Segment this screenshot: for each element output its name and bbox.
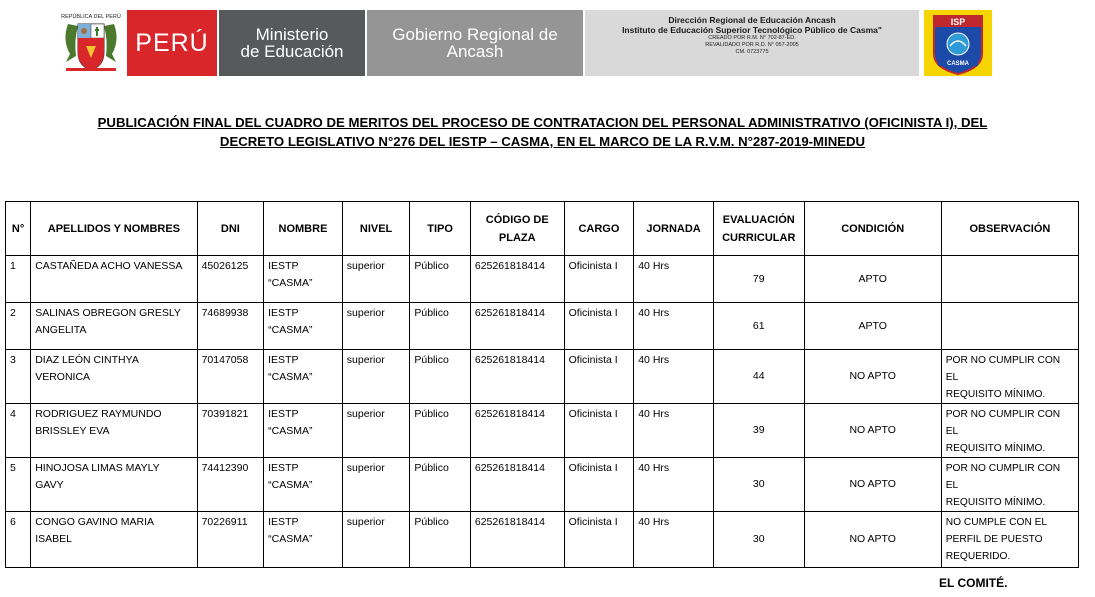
cell-jornada: 40 Hrs xyxy=(634,458,714,512)
cell-observacion xyxy=(941,512,1078,568)
cell-jornada: 40 Hrs xyxy=(634,512,714,568)
cell-evaluacion: 30 xyxy=(713,458,804,512)
cell-evaluacion: 79 xyxy=(713,256,804,303)
cell-tipo: Público xyxy=(410,350,471,404)
nombre-line2: “CASMA” xyxy=(268,533,313,545)
cell-cargo: Oficinista I xyxy=(564,404,634,458)
gobierno-line2: Ancash xyxy=(446,42,504,61)
cell-n: 6 xyxy=(6,512,31,568)
nombre-line1: IESTP xyxy=(268,260,299,272)
shield-caption: REPÚBLICA DEL PERÚ xyxy=(61,14,121,20)
cell-condicion: NO APTO xyxy=(804,350,941,404)
cell-jornada: 40 Hrs xyxy=(634,256,714,303)
cell-jornada: 40 Hrs xyxy=(634,404,714,458)
ministerio-line1: Ministerio xyxy=(255,25,329,44)
table-body xyxy=(6,256,1079,568)
obs-line1: NO CUMPLE CON EL xyxy=(945,517,1048,528)
cell-n: 2 xyxy=(6,303,31,350)
cell-codigo: 625261818414 xyxy=(470,350,564,404)
cell-codigo: 625261818414 xyxy=(470,404,564,458)
cell-cargo: Oficinista I xyxy=(564,458,634,512)
nombre-line2: “CASMA” xyxy=(268,425,313,437)
col-codigo-line2: PLAZA xyxy=(498,231,536,244)
obs-line2: PERFIL DE PUESTO xyxy=(945,534,1043,545)
cell-observacion xyxy=(941,350,1078,404)
col-n: N° xyxy=(6,202,31,256)
title-line2: DECRETO LEGISLATIVO N°276 DEL IESTP – CASMA, EN EL MARCO DE LA R.V.M. N°287-2019-MINEDU xyxy=(219,134,866,149)
table-row xyxy=(6,458,1079,512)
col-cargo: CARGO xyxy=(564,202,634,256)
table-row xyxy=(6,303,1079,350)
nombre-line2: “CASMA” xyxy=(268,324,313,336)
obs-line3: REQUERIDO. xyxy=(945,551,1011,562)
cell-n: 1 xyxy=(6,256,31,303)
nombre-line2: “CASMA” xyxy=(268,479,313,491)
col-tipo: TIPO xyxy=(410,202,471,256)
cell-codigo: 625261818414 xyxy=(470,458,564,512)
cell-evaluacion: 30 xyxy=(713,512,804,568)
nombre-line1: IESTP xyxy=(268,516,299,528)
cell-condicion: NO APTO xyxy=(804,458,941,512)
institute-line1: Dirección Regional de Educación Ancash xyxy=(668,15,836,25)
cell-nombre xyxy=(264,458,343,512)
cell-nombre xyxy=(264,404,343,458)
cell-codigo: 625261818414 xyxy=(470,303,564,350)
institute-line4: REVALIDADO POR R.D. N° 057-2005 xyxy=(705,42,799,48)
cell-evaluacion: 39 xyxy=(713,404,804,458)
cell-evaluacion: 61 xyxy=(713,303,804,350)
cell-n: 5 xyxy=(6,458,31,512)
cell-tipo: Público xyxy=(410,256,471,303)
nombres-line1: RODRIGUEZ RAYMUNDO xyxy=(35,408,162,420)
institute-box xyxy=(585,10,919,76)
cell-nombre xyxy=(264,303,343,350)
nombres-line1: CASTAÑEDA ACHO VANESSA xyxy=(35,260,183,272)
cell-nombres xyxy=(31,404,197,458)
cell-nivel: superior xyxy=(342,458,410,512)
col-condicion: CONDICIÓN xyxy=(804,202,941,256)
cell-tipo: Público xyxy=(410,458,471,512)
nombres-line2: BRISSLEY EVA xyxy=(35,425,110,437)
cell-condicion: APTO xyxy=(804,256,941,303)
obs-line2: REQUISITO MÍNIMO. xyxy=(945,389,1046,400)
cell-condicion: NO APTO xyxy=(804,404,941,458)
cell-nombre xyxy=(264,256,343,303)
cell-dni: 70391821 xyxy=(197,404,264,458)
cell-tipo: Público xyxy=(410,512,471,568)
col-evaluacion xyxy=(713,202,804,256)
cell-jornada: 40 Hrs xyxy=(634,303,714,350)
obs-line1: POR NO CUMPLIR CON EL xyxy=(945,463,1061,491)
table-row xyxy=(6,404,1079,458)
cell-observacion xyxy=(941,303,1078,350)
ministerio-line2: de Educación xyxy=(240,42,344,61)
nombre-line1: IESTP xyxy=(268,307,299,319)
nombres-line1: SALINAS OBREGON GRESLY xyxy=(35,307,181,319)
header-banner xyxy=(0,10,1095,76)
table-row xyxy=(6,512,1079,568)
cell-dni: 70147058 xyxy=(197,350,264,404)
table-header xyxy=(6,202,1079,256)
cell-nombres xyxy=(31,458,197,512)
cell-codigo: 625261818414 xyxy=(470,256,564,303)
nombres-line2: GAVY xyxy=(35,479,64,491)
header-row xyxy=(6,202,1079,256)
obs-line1: POR NO CUMPLIR CON EL xyxy=(945,409,1061,437)
col-nivel: NIVEL xyxy=(342,202,410,256)
cell-cargo: Oficinista I xyxy=(564,512,634,568)
logo-caption: CASMA xyxy=(947,61,969,67)
cell-dni: 70226911 xyxy=(197,512,264,568)
cell-tipo: Público xyxy=(410,404,471,458)
cell-dni: 74689938 xyxy=(197,303,264,350)
cell-nombre xyxy=(264,350,343,404)
merit-table xyxy=(5,201,1079,568)
obs-line1: POR NO CUMPLIR CON EL xyxy=(945,355,1061,383)
peru-brand-box xyxy=(127,10,217,76)
nombres-line2: ISABEL xyxy=(35,533,72,545)
col-dni: DNI xyxy=(197,202,264,256)
obs-line2: REQUISITO MÍNIMO. xyxy=(945,443,1046,454)
cell-n: 4 xyxy=(6,404,31,458)
col-eval-line2: CURRICULAR xyxy=(722,231,796,244)
nombres-line1: DIAZ LEÓN CINTHYA xyxy=(35,354,139,366)
cell-nivel: superior xyxy=(342,256,410,303)
cell-cargo: Oficinista I xyxy=(564,303,634,350)
nombre-line2: “CASMA” xyxy=(268,371,313,383)
document-title xyxy=(30,113,1055,151)
cell-jornada: 40 Hrs xyxy=(634,350,714,404)
nombre-line1: IESTP xyxy=(268,354,299,366)
cell-nombres xyxy=(31,256,197,303)
cell-dni: 45026125 xyxy=(197,256,264,303)
cell-nombres xyxy=(31,303,197,350)
cell-n: 3 xyxy=(6,350,31,404)
table-row xyxy=(6,350,1079,404)
nombres-line2: VERONICA xyxy=(35,371,91,383)
nombre-line2: “CASMA” xyxy=(268,277,313,289)
cell-nombre xyxy=(264,512,343,568)
gobierno-line1: Gobierno Regional de xyxy=(392,25,558,44)
cell-cargo: Oficinista I xyxy=(564,256,634,303)
nombre-line1: IESTP xyxy=(268,408,299,420)
cell-condicion: APTO xyxy=(804,303,941,350)
col-nombre: NOMBRE xyxy=(264,202,343,256)
cell-nivel: superior xyxy=(342,404,410,458)
cell-nivel: superior xyxy=(342,350,410,404)
cell-nombres xyxy=(31,350,197,404)
col-codigo-line1: CÓDIGO DE xyxy=(485,213,549,226)
col-apellidos-nombres: APELLIDOS Y NOMBRES xyxy=(31,202,197,256)
peru-coat-of-arms-icon xyxy=(60,10,122,76)
cell-observacion xyxy=(941,256,1078,303)
nombre-line1: IESTP xyxy=(268,462,299,474)
institute-line3: CREADO POR R.M. N° 702-87-ED. xyxy=(708,35,796,41)
obs-line2: REQUISITO MÍNIMO. xyxy=(945,497,1046,508)
institute-line2: Instituto de Educación Superior Tecnológico Público de Casma" xyxy=(622,25,882,35)
logo-letters: ISP xyxy=(950,17,966,27)
gobierno-regional-box xyxy=(367,10,583,76)
nombres-line1: CONGO GAVINO MARIA xyxy=(35,516,155,528)
cell-cargo: Oficinista I xyxy=(564,350,634,404)
iestp-casma-logo-icon xyxy=(922,10,994,76)
institute-line5: CM. 0723775 xyxy=(735,49,769,55)
cell-nivel: superior xyxy=(342,303,410,350)
cell-dni: 74412390 xyxy=(197,458,264,512)
cell-evaluacion: 44 xyxy=(713,350,804,404)
cell-nivel: superior xyxy=(342,512,410,568)
peru-label: PERÚ xyxy=(135,28,209,57)
nombres-line2: ANGELITA xyxy=(35,324,87,336)
cell-observacion xyxy=(941,404,1078,458)
title-line1: PUBLICACIÓN FINAL DEL CUADRO DE MERITOS DEL PROCESO DE CONTRATACION DEL PERSONAL ADMINISTRATIVO (OFICINISTA I), DEL xyxy=(97,115,988,130)
signature-label: EL COMITÉ. xyxy=(939,576,1008,590)
cell-codigo: 625261818414 xyxy=(470,512,564,568)
col-codigo-plaza xyxy=(470,202,564,256)
nombres-line1: HINOJOSA LIMAS MAYLY xyxy=(35,462,160,474)
col-jornada: JORNADA xyxy=(634,202,714,256)
col-eval-line1: EVALUACIÓN xyxy=(722,213,795,226)
cell-condicion: NO APTO xyxy=(804,512,941,568)
col-observacion: OBSERVACIÓN xyxy=(941,202,1078,256)
cell-observacion xyxy=(941,458,1078,512)
ministerio-box xyxy=(219,10,365,76)
table-row xyxy=(6,256,1079,303)
cell-nombres xyxy=(31,512,197,568)
cell-tipo: Público xyxy=(410,303,471,350)
